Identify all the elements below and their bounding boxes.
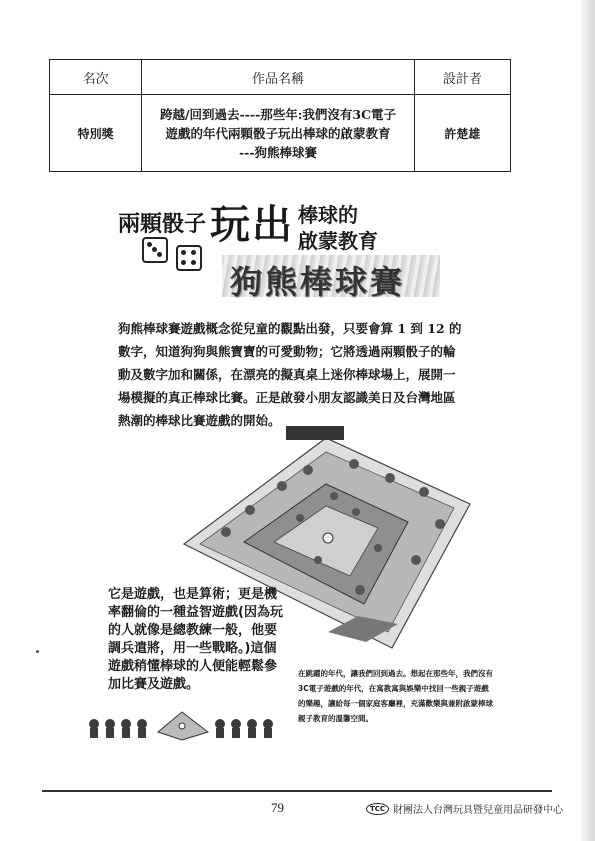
scan-speck [36,650,39,653]
page-number: 79 [271,800,284,815]
dice-icon [142,237,168,263]
header-designer: 設計者 [414,60,510,95]
dice-icon [176,245,202,271]
title-line-3: ---狗熊棒球賽 [238,144,318,160]
header-rank: 名次 [50,60,142,95]
cell-designer: 許楚雄 [414,95,510,172]
table-row [50,95,511,172]
organization-logo-icon: TCC [366,803,389,815]
table-header-row [50,60,511,95]
organization-name: 財團法人台灣玩具暨兒童用品研發中心 [393,805,564,816]
footer-divider [42,790,552,792]
intro-paragraph: 狗熊棒球賽遊戲概念從兒童的觀點出發，只要會算 1 到 12 的數字，知道狗狗與熊寶寶的可愛動物；它將透過兩顆骰子的輪動及數字加和關係，在漂亮的擬真桌上迷你棒球場上，展開一場模擬的真正棒球比賽。正是啟發小朋友認識美日及台灣地區熱潮的棒球比賽遊戲的開始。 [118,321,462,428]
banner-line-education: 啟蒙教育 [298,229,378,253]
title-banner [118,193,448,303]
banner-game-name: 狗熊棒球賽 [230,263,406,301]
caption-left: 它是遊戲，也是算術；更是機率翻倫的一種益智遊戲(因為玩的人就像是總教練一般，他要調兵遣將，用一些戰略。)這個遊戲稍懂棒球的人便能輕鬆參加比賽及遊戲。 [108,587,283,692]
cell-rank: 特別獎 [50,95,142,172]
caption-right: 在跳躍的年代，讓我們回到過去。想起在那些年，我們沒有3C電子遊戲的年代，在寓教寓與娛樂中找回一些親子遊戲的樂趣，讓給每一個家庭客廳裡，充滿歡樂與兼附啟蒙棒球親子教育的溫馨空間。 [298,669,493,723]
figurines-illustration [86,708,286,742]
awards-table [49,59,511,172]
title-line-2: 遊戲的年代兩顆骰子玩出棒球的啟蒙教育 [165,125,391,141]
header-title: 作品名稱 [142,60,415,95]
scan-edge-shadow [581,0,595,841]
banner-line-two-dice: 兩顆骰子 [118,212,207,237]
banner-line-play: 玩出 [210,202,294,248]
cell-title [142,95,415,172]
banner-line-baseball: 棒球的 [298,203,358,227]
footer-organization [366,801,563,816]
title-line-1: 跨越/回到過去----那些年:我們沒有3C電子 [159,106,397,122]
